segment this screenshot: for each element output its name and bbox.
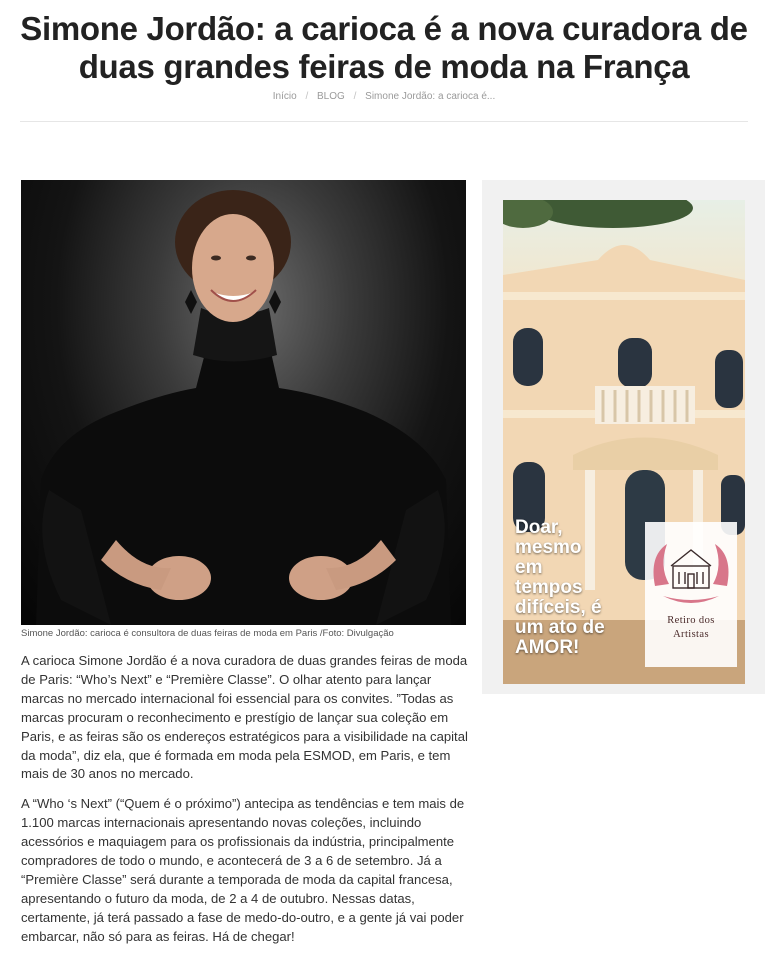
retiro-logo-line-2: Artistas: [673, 629, 709, 640]
breadcrumb-separator: /: [305, 91, 309, 102]
sidebar-ad-banner[interactable]: [503, 200, 745, 684]
breadcrumb-home-link[interactable]: Início: [272, 91, 297, 102]
ad-headline-line: um ato de: [515, 617, 605, 638]
header-divider: [20, 121, 748, 122]
article-body: [21, 652, 471, 958]
photo-caption: Simone Jordão: carioca é consultora de duas feiras de moda em Paris /Foto: Divulgação: [21, 628, 394, 639]
retiro-logo-text: [645, 614, 737, 642]
article-title: [20, 10, 748, 86]
ad-headline-line: Doar,: [515, 517, 563, 538]
woman-portrait-illustration: [21, 180, 466, 625]
article-title-line-2: duas grandes feiras de moda na França: [78, 48, 690, 85]
article-paragraph-2: A “Who ‘s Next” (“Quem é o próximo”) antecipa as tendências e tem mais de 1.100 marcas internacionais apresentando novas coleções, incluindo acessórios e maquiagem para os profissionais da indústria, principalmente compradores de todo o mundo, e acontecerá de 3 a 6 de setembro. Já a “Première Classe” será durante a temporada de moda da capital francesa, apresentando o futuro da moda, de 2 a 4 de outubro. Nessas datas, certamente, já terá passado a fase de medo-do-outro, e a gente já vai poder embarcar, não só para as feiras. Há de chegar!: [21, 796, 465, 944]
breadcrumb: [0, 91, 768, 102]
ad-headline-line: difíceis, é: [515, 597, 602, 618]
article-title-line-1: Simone Jordão: a carioca é a nova curadora de: [20, 10, 748, 47]
breadcrumb-separator: /: [353, 91, 357, 102]
article-photo: [21, 180, 466, 625]
breadcrumb-current-page: Simone Jordão: a carioca é...: [365, 91, 496, 102]
retiro-logo-line-1: Retiro dos: [667, 615, 715, 626]
ad-headline-line: mesmo: [515, 537, 582, 558]
retiro-dos-artistas-logo: [645, 522, 737, 667]
article-paragraph-1: A carioca Simone Jordão é a nova curadora de duas grandes feiras de moda de Paris: “Who’s Next” e “Première Classe”. O olhar atento para lançar marcas no mercado internacional foi essencial para os convites. ”Todas as marcas procuram o reconhecimento e prestígio de lançar sua coleção em Paris, e as feiras são os endereços estratégicos para a visibilidade na capital da moda”, diz ela, que é formada em moda pela ESMOD, em Paris, e tem mais de 30 anos no mercado.: [21, 653, 468, 782]
breadcrumb-blog-link[interactable]: BLOG: [317, 91, 345, 102]
ad-headline-line: AMOR!: [515, 637, 580, 658]
ad-headline: [515, 518, 645, 658]
ad-headline-line: tempos: [515, 577, 583, 598]
retiro-logo-icon: [645, 526, 737, 616]
ad-headline-line: em: [515, 557, 543, 578]
